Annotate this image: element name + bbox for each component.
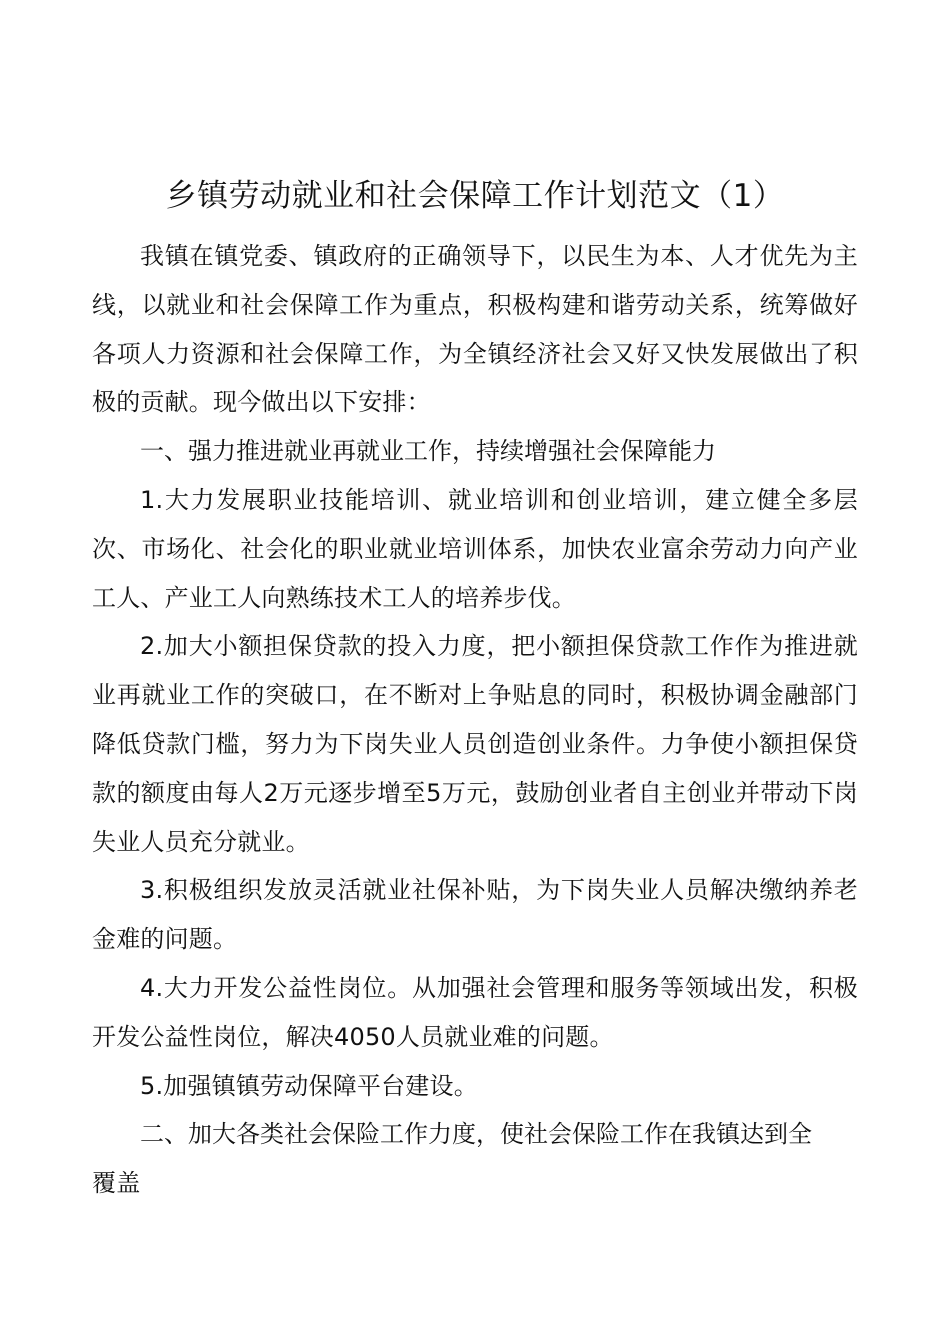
item-4-paragraph: 4.大力开发公益性岗位。从加强社会管理和服务等领域出发，积极开发公益性岗位，解决4050人员就业难的问题。 xyxy=(92,973,858,1051)
section-1-heading: 一、强力推进就业再就业工作，持续增强社会保障能力 xyxy=(140,437,716,466)
intro-paragraph: 我镇在镇党委、镇政府的正确领导下，以民生为本、人才优先为主线，以就业和社会保障工作为重点，积极构建和谐劳动关系，统筹做好各项人力资源和社会保障工作，为全镇经济社会又好又快发展做出了积极的贡献。现今做出以下安排： xyxy=(92,242,858,417)
item-1-paragraph: 1.大力发展职业技能培训、就业培训和创业培训，建立健全多层次、市场化、社会化的职业就业培训体系，加快农业富余劳动力向产业工人、产业工人向熟练技术工人的培养步伐。 xyxy=(92,485,858,612)
document-body xyxy=(92,232,858,1208)
section-2-heading-line-1: 二、加大各类社会保险工作力度，使社会保险工作在我镇达到全 xyxy=(140,1120,812,1149)
document-title: 乡镇劳动就业和社会保障工作计划范文（1） xyxy=(165,178,785,214)
item-3-paragraph: 3.积极组织发放灵活就业社保补贴，为下岗失业人员解决缴纳养老金难的问题。 xyxy=(92,876,858,954)
item-5-paragraph: 5.加强镇镇劳动保障平台建设。 xyxy=(140,1071,478,1100)
item-2-paragraph: 2.加大小额担保贷款的投入力度，把小额担保贷款工作作为推进就业再就业工作的突破口，在不断对上争贴息的同时，积极协调金融部门降低贷款门槛，努力为下岗失业人员创造创业条件。力争使小额担保贷款的额度由每人2万元逐步增至5万元，鼓励创业者自主创业并带动下岗失业人员充分就业。 xyxy=(92,632,858,856)
section-2-heading-line-2: 覆盖 xyxy=(92,1169,141,1198)
